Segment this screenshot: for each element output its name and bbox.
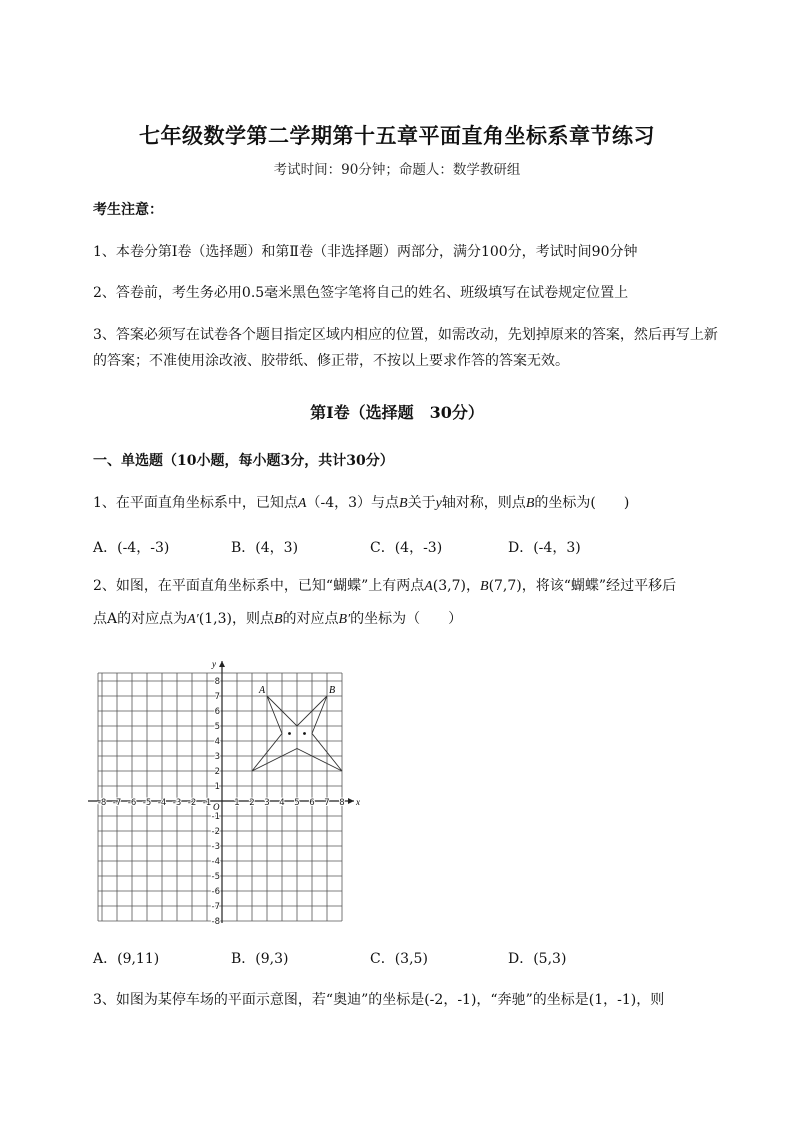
x-tick-label: -8	[97, 798, 107, 808]
y-tick-label: -4	[211, 857, 220, 867]
x-tick-label: 4	[279, 798, 285, 808]
y-tick-label: 3	[214, 752, 220, 762]
x-tick-label: -4	[157, 798, 167, 808]
q2-coord-a-prime: (1,3)	[198, 611, 232, 627]
coordinate-grid-figure	[88, 655, 373, 930]
q2-point-a: A	[424, 579, 433, 594]
q2-text: 的对应点	[282, 611, 339, 627]
x-tick-label: 8	[339, 798, 345, 808]
y-tick-label: -8	[211, 917, 220, 927]
y-tick-label: -5	[211, 872, 220, 882]
origin-label: O	[213, 802, 220, 812]
x-tick-label: -7	[112, 798, 122, 808]
notice-item-1: 1、本卷分第I卷（选择题）和第Ⅱ卷（非选择题）两部分，满分100分，考试时间90分钟	[93, 244, 638, 260]
exam-info: 考试时间：90分钟；命题人：数学教研组	[273, 162, 521, 178]
y-tick-label: -2	[211, 827, 220, 837]
q1-text: 1、在平面直角坐标系中，已知点	[93, 495, 298, 511]
q1-point-b: B	[399, 496, 408, 511]
y-tick-label: 4	[214, 737, 220, 747]
q2-point-b: B	[273, 612, 283, 627]
q2-coord-b: (7,7)	[488, 578, 522, 594]
q2-point-b-prime: B′	[338, 612, 351, 627]
x-tick-label: 7	[324, 798, 330, 808]
x-axis-arrow	[348, 798, 354, 804]
y-tick-label: -1	[211, 812, 220, 822]
y-axis-arrow	[219, 661, 225, 667]
q2-option-d[interactable]: D．(5,3)	[508, 951, 567, 967]
x-tick-label: 3	[264, 798, 270, 808]
notice-heading: 考生注意：	[93, 202, 163, 218]
x-tick-label: 1	[234, 798, 240, 808]
butterfly-dot	[288, 732, 291, 735]
question-2-line-1	[93, 576, 676, 597]
y-tick-label: 7	[214, 692, 220, 702]
notice-item-3-cont: 的答案；不准使用涂改液、胶带纸、修正带，不按以上要求作答的答案无效。	[93, 353, 569, 369]
question-2-line-2	[93, 609, 462, 630]
q2-text: 的坐标为（ ）	[350, 611, 463, 627]
y-axis-label: y	[212, 659, 216, 669]
y-tick-label: -3	[211, 842, 220, 852]
q2-point-b: B	[480, 579, 489, 594]
q1-point-a: A	[297, 496, 307, 511]
q1-option-d[interactable]: D．(-4，3)	[508, 540, 581, 556]
q2-option-c[interactable]: C．(3,5)	[370, 951, 428, 967]
x-tick-label: -1	[202, 798, 212, 808]
x-tick-label: 5	[294, 798, 300, 808]
question-3: 3、如图为某停车场的平面示意图，若“奥迪”的坐标是(-2，-1)，“奔驰”的坐标是(1，-1)，则	[93, 992, 665, 1008]
x-tick-label: -2	[187, 798, 197, 808]
q1-text: 关于	[407, 495, 436, 511]
q2-text: 2、如图，在平面直角坐标系中，已知“蝴蝶”上有两点	[93, 578, 425, 594]
y-tick-label: 5	[214, 722, 220, 732]
page-title: 七年级数学第二学期第十五章平面直角坐标系章节练习	[139, 123, 655, 148]
q1-text: 的坐标为( )	[534, 495, 630, 511]
x-tick-label: 6	[309, 798, 315, 808]
q2-text: ，则点	[231, 611, 274, 627]
q1-text: 轴对称，则点	[441, 495, 526, 511]
y-tick-label: 8	[214, 677, 220, 687]
q2-point-a-prime: A′	[187, 612, 199, 627]
notice-item-3: 3、答案必须写在试卷各个题目指定区域内相应的位置，如需改动，先划掉原来的答案，然后再写上新	[93, 327, 718, 343]
figure-point-a-label: A	[259, 685, 266, 696]
q2-text: ，	[466, 578, 480, 594]
y-tick-label: -6	[211, 887, 220, 897]
y-tick-label: 2	[214, 767, 220, 777]
q1-option-a[interactable]: A．(-4，-3)	[93, 540, 170, 556]
notice-item-2: 2、答卷前，考生务必用0.5毫米黑色签字笔将自己的姓名、班级填写在试卷规定位置上	[93, 285, 629, 301]
q2-text: 点A的对应点为	[93, 611, 188, 627]
q1-axis-y: y	[435, 496, 442, 511]
q2-coord-a: (3,7)	[432, 578, 466, 594]
q2-text: ，将该“蝴蝶”经过平移后	[521, 578, 677, 594]
x-tick-label: -6	[127, 798, 137, 808]
y-tick-label: -7	[211, 902, 220, 912]
question-1	[93, 493, 629, 514]
part1-title: 第I卷（选择题 30分）	[310, 403, 484, 422]
q2-option-a[interactable]: A．(9,11)	[93, 951, 160, 967]
y-tick-label: 6	[214, 707, 220, 717]
x-axis-label: x	[356, 797, 360, 807]
q1-option-c[interactable]: C．(4，-3)	[370, 540, 443, 556]
q2-option-b[interactable]: B．(9,3)	[231, 951, 289, 967]
butterfly-dot	[303, 732, 306, 735]
y-tick-label: 1	[214, 782, 220, 792]
figure-point-b-label: B	[329, 685, 336, 696]
q1-option-b[interactable]: B．(4，3)	[231, 540, 299, 556]
x-tick-label: -5	[142, 798, 152, 808]
q1-point-b: B	[525, 496, 535, 511]
q1-text: （-4，3）与点	[306, 495, 400, 511]
x-tick-label: -3	[172, 798, 182, 808]
x-tick-label: 2	[249, 798, 255, 808]
section-title: 一、单选题（10小题，每小题3分，共计30分）	[93, 453, 394, 469]
